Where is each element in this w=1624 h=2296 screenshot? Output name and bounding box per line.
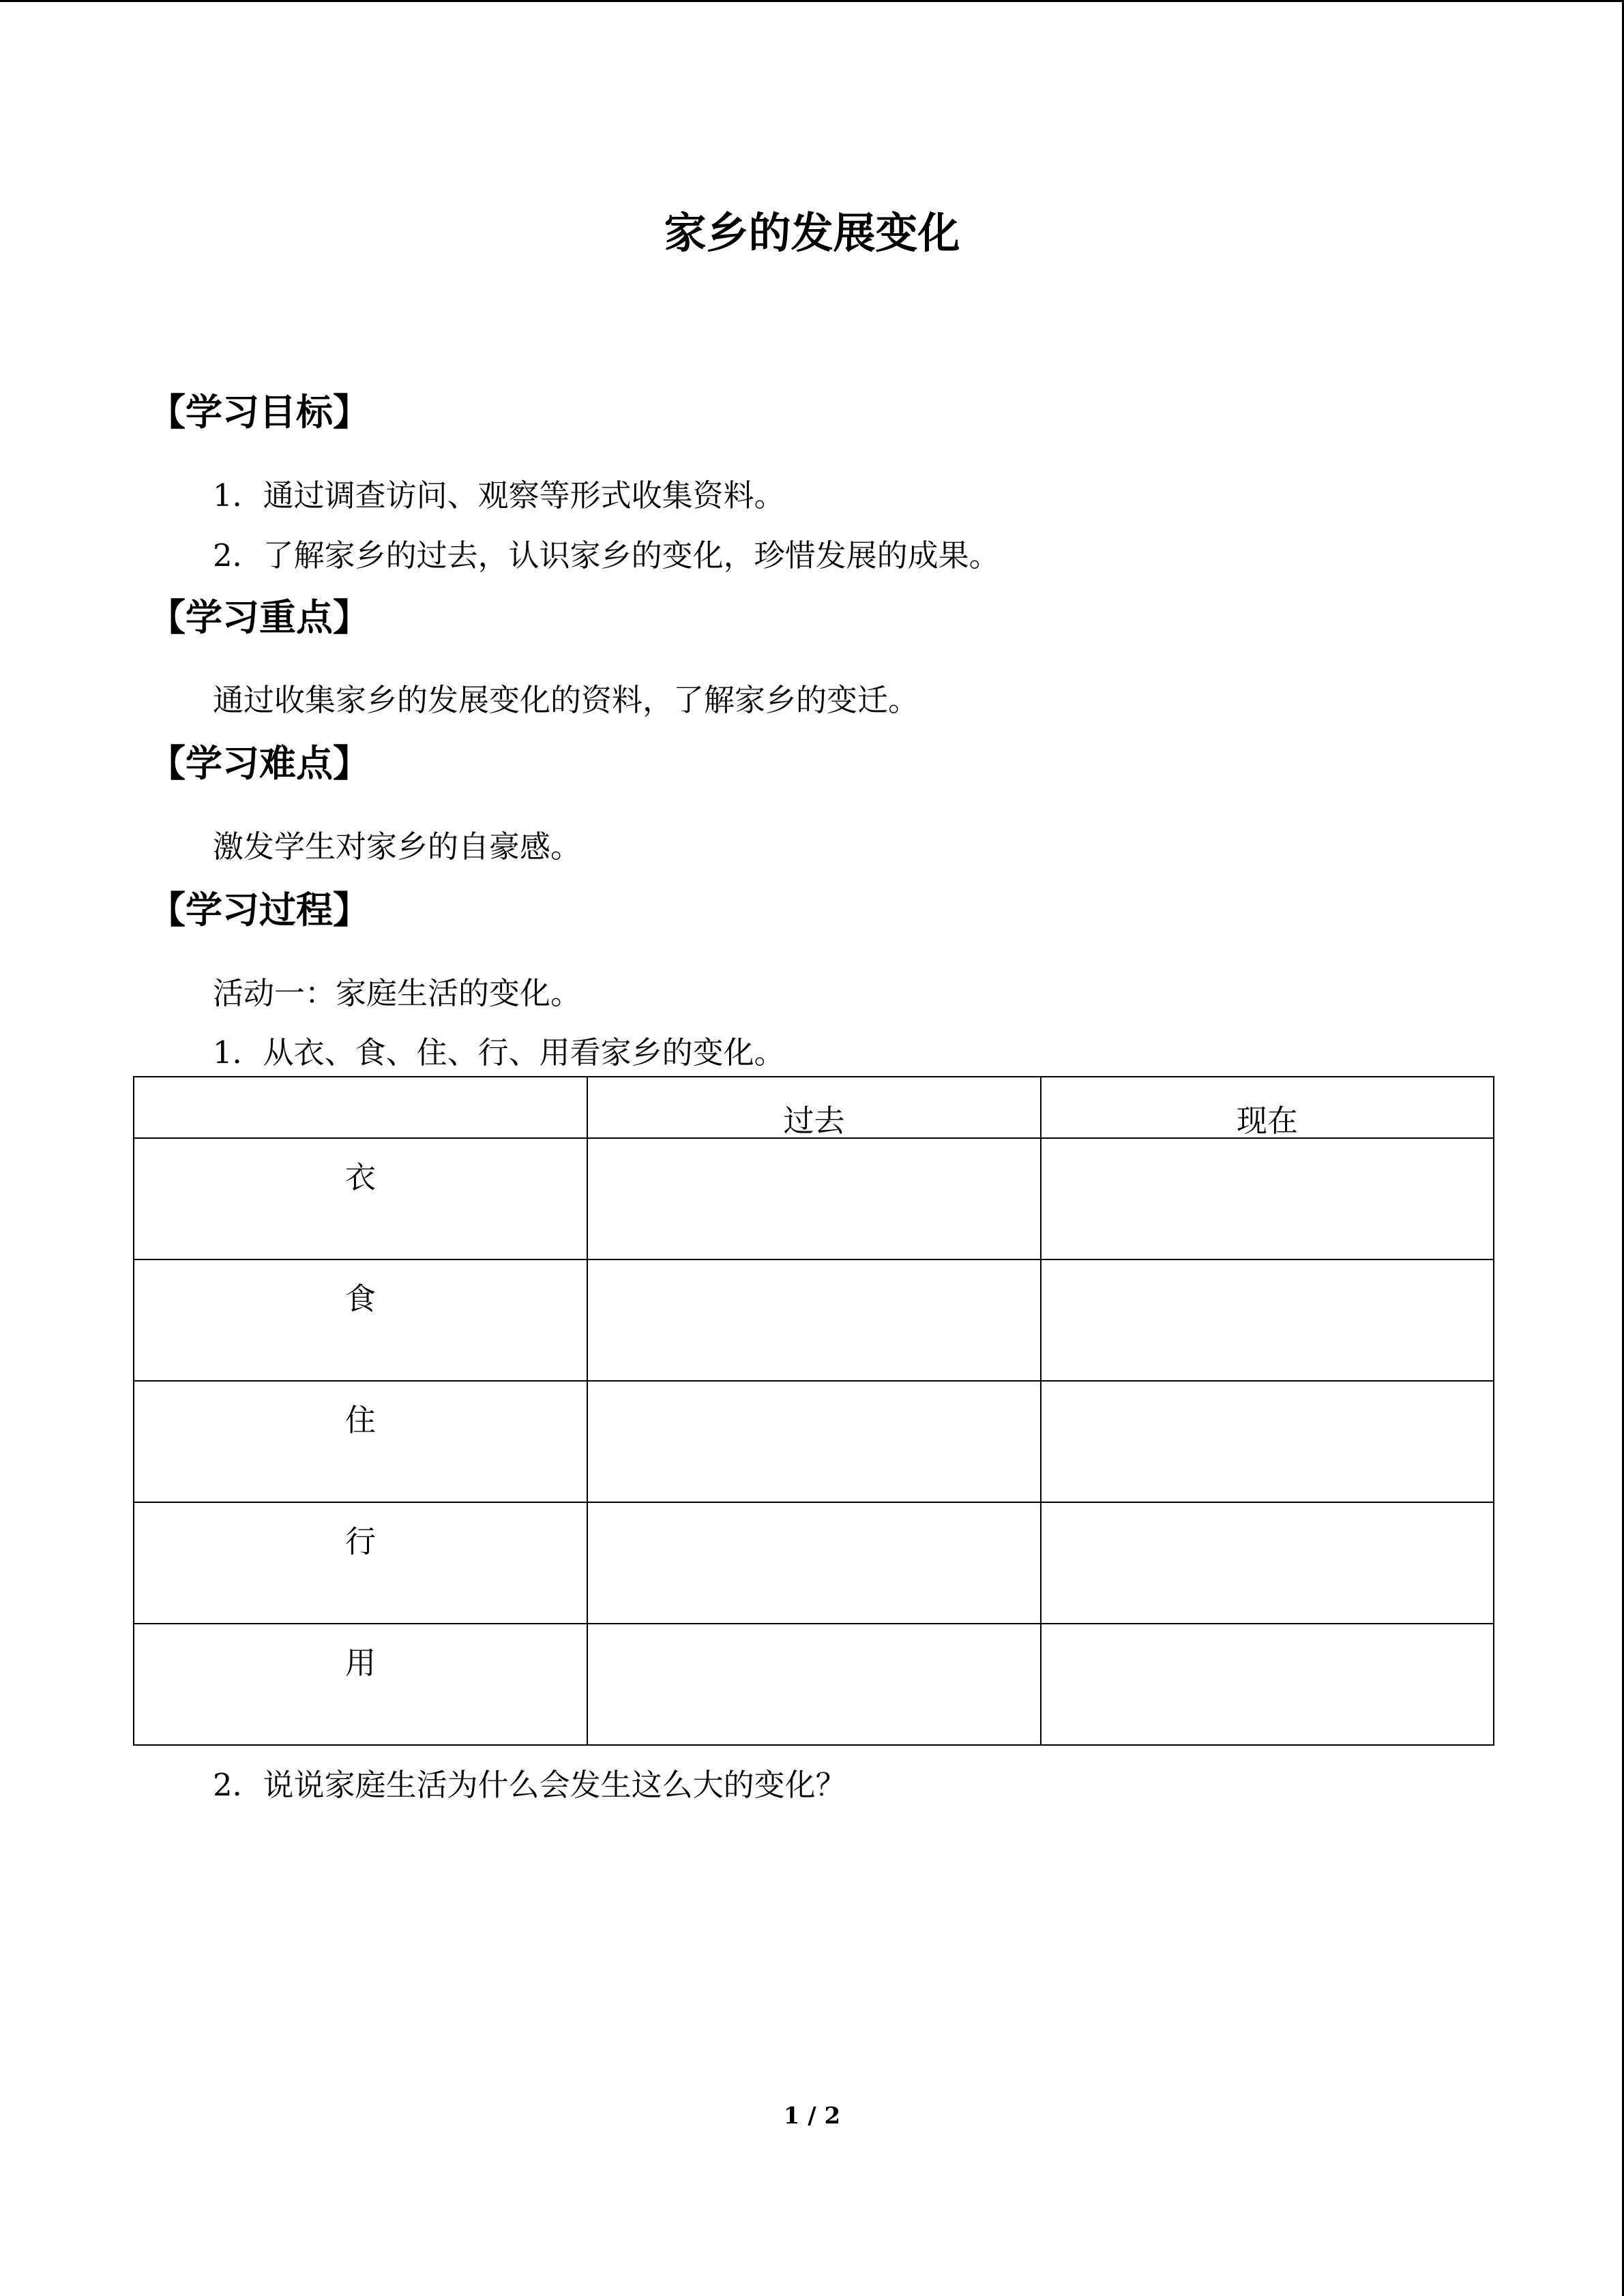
cell-past-daily-use: [587, 1624, 1041, 1745]
cell-present-transport: [1041, 1502, 1494, 1624]
table-header-blank: [134, 1077, 587, 1138]
row-label-clothing: 衣: [134, 1138, 587, 1259]
document-title: 家乡的发展变化: [664, 208, 960, 258]
cell-past-food: [587, 1259, 1041, 1381]
cell-present-daily-use: [1041, 1624, 1494, 1745]
table-row: [134, 1624, 1494, 1745]
cell-present-food: [1041, 1259, 1494, 1381]
row-label-transport: 行: [134, 1502, 587, 1624]
page-number: 1 / 2: [783, 2102, 841, 2130]
table-header-past: 过去: [587, 1077, 1041, 1138]
table-row: [134, 1502, 1494, 1624]
row-label-food: 食: [134, 1259, 587, 1381]
heading-key-points: 【学习重点】: [149, 595, 370, 639]
heading-difficulties: 【学习难点】: [149, 741, 370, 785]
cell-present-clothing: [1041, 1138, 1494, 1259]
cell-present-housing: [1041, 1381, 1494, 1502]
question-1: 1．从衣、食、住、行、用看家乡的变化。: [213, 1034, 785, 1071]
difficulties-text: 激发学生对家乡的自豪感。: [213, 829, 582, 865]
key-points-text: 通过收集家乡的发展变化的资料，了解家乡的变迁。: [213, 682, 919, 718]
table-header-present: 现在: [1041, 1077, 1494, 1138]
heading-process: 【学习过程】: [149, 888, 370, 931]
table-row: [134, 1138, 1494, 1259]
cell-past-housing: [587, 1381, 1041, 1502]
changes-table: [133, 1076, 1494, 1746]
table-header-row: [134, 1077, 1494, 1138]
table-row: [134, 1381, 1494, 1502]
row-label-housing: 住: [134, 1381, 587, 1502]
cell-past-clothing: [587, 1138, 1041, 1259]
objective-item-2: 2．了解家乡的过去，认识家乡的变化，珍惜发展的成果。: [213, 537, 1000, 573]
row-label-daily-use: 用: [134, 1624, 587, 1745]
table-row: [134, 1259, 1494, 1381]
cell-past-transport: [587, 1502, 1041, 1624]
question-2: 2．说说家庭生活为什么会发生这么大的变化？: [213, 1767, 846, 1803]
activity-one: 活动一：家庭生活的变化。: [213, 975, 582, 1011]
objective-item-1: 1．通过调查访问、观察等形式收集资料。: [213, 477, 785, 513]
heading-objectives: 【学习目标】: [149, 390, 370, 434]
